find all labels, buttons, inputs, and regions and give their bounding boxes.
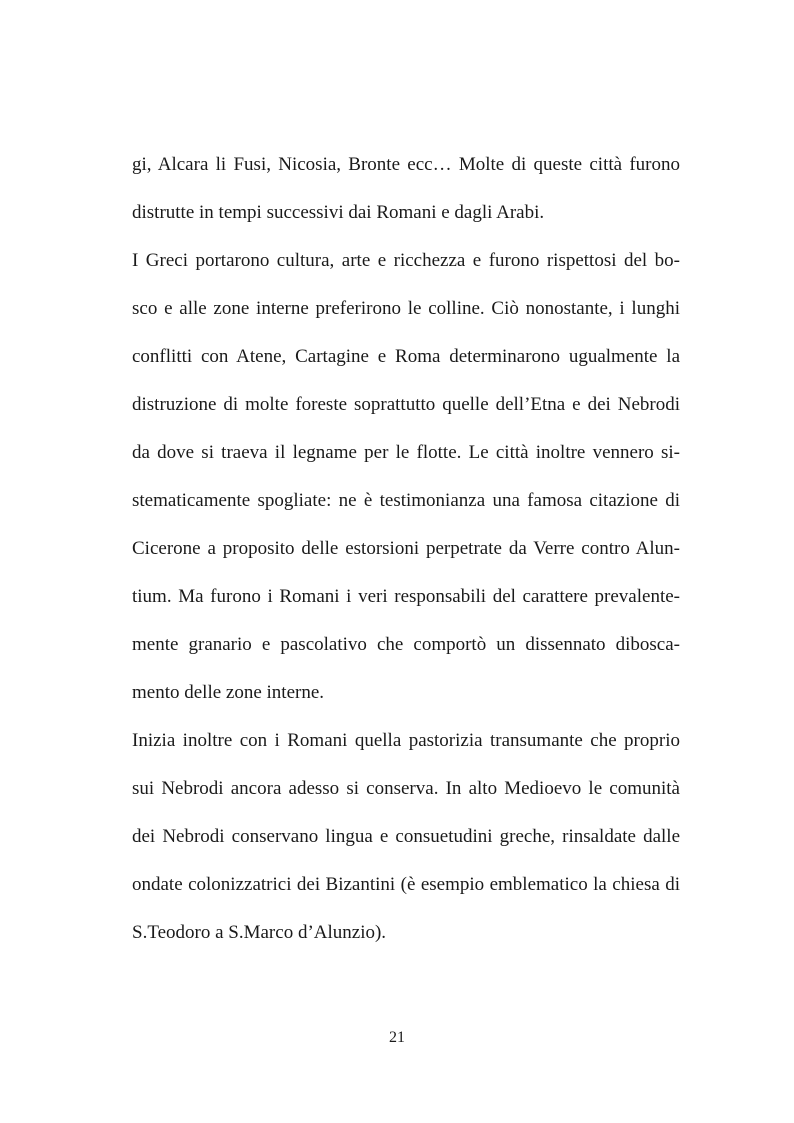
- text-line: mente granario e pascolativo che comportò un dissennato dibosca-: [132, 634, 680, 655]
- text-line: tium. Ma furono i Romani i veri responsabili del carattere prevalente-: [132, 586, 680, 607]
- text-line: distruzione di molte foreste soprattutto quelle dell’Etna e dei Nebrodi: [132, 394, 680, 415]
- text-line: dei Nebrodi conservano lingua e consuetudini greche, rinsaldate dalle: [132, 826, 680, 847]
- text-line: Cicerone a proposito delle estorsioni perpetrate da Verre contro Alun-: [132, 538, 680, 559]
- text-line: Inizia inoltre con i Romani quella pastorizia transumante che proprio: [132, 730, 680, 751]
- text-line: stematicamente spogliate: ne è testimonianza una famosa citazione di: [132, 490, 680, 511]
- text-line: I Greci portarono cultura, arte e ricchezza e furono rispettosi del bo-: [132, 250, 680, 271]
- text-line: conflitti con Atene, Cartagine e Roma determinarono ugualmente la: [132, 346, 680, 367]
- text-line: distrutte in tempi successivi dai Romani e dagli Arabi.: [132, 202, 545, 223]
- text-line: ondate colonizzatrici dei Bizantini (è esempio emblematico la chiesa di: [132, 874, 680, 895]
- text-line: mento delle zone interne.: [132, 682, 325, 703]
- text-line: da dove si traeva il legname per le flotte. Le città inoltre vennero si-: [132, 442, 680, 463]
- text-line: sui Nebrodi ancora adesso si conserva. In alto Medioevo le comunità: [132, 778, 680, 799]
- text-line: sco e alle zone interne preferirono le colline. Ciò nonostante, i lunghi: [132, 298, 680, 319]
- page-number: 21: [389, 1029, 405, 1046]
- text-line: gi, Alcara li Fusi, Nicosia, Bronte ecc… Molte di queste città furono: [132, 154, 680, 175]
- text-line: S.Teodoro a S.Marco d’Alunzio).: [132, 922, 387, 943]
